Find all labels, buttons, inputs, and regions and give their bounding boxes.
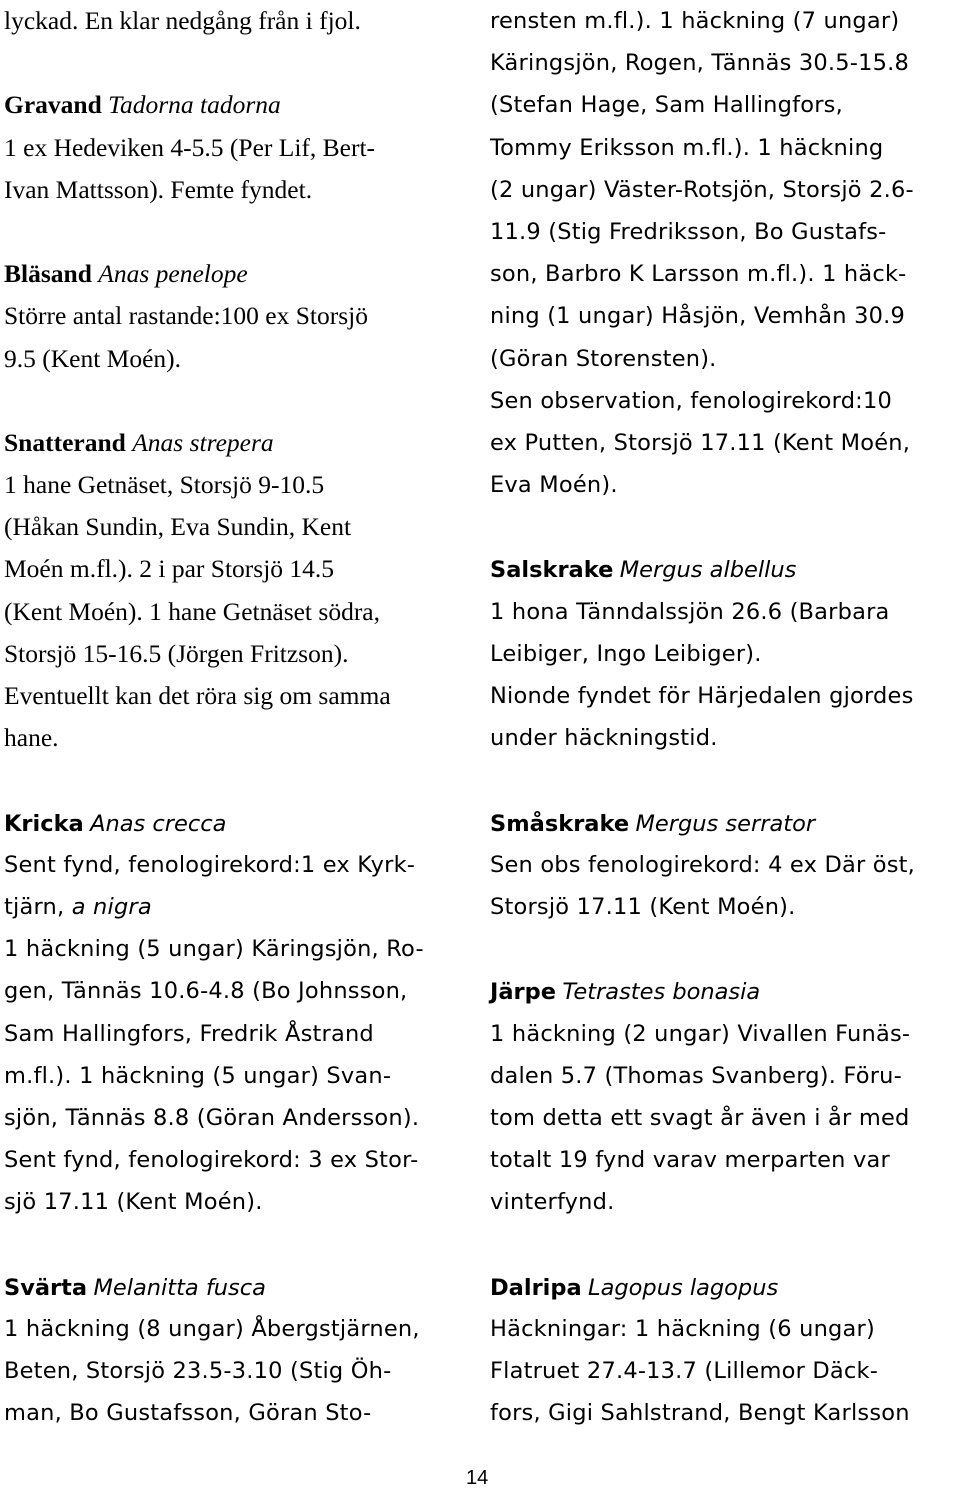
paragraph-gap [4, 759, 466, 801]
species-heading-smaskrake [490, 802, 952, 844]
text-line: Flatruet 27.4-13.7 (Lillemor Däck- [490, 1358, 879, 1384]
text-line: ning (1 ungar) Håsjön, Vemhån 30.9 [490, 303, 905, 330]
text-line: 1 ex Hedeviken 4-5.5 (Per Lif, Bert- [4, 132, 376, 162]
text-line: m.fl.). 1 häckning (5 ungar) Svan- [4, 1062, 392, 1089]
text-line: (Göran Storensten). [490, 345, 717, 372]
text-line: Tommy Eriksson m.fl.). 1 häckning [490, 134, 884, 161]
text-line: rensten m.fl.). 1 häckning (7 ungar) [490, 8, 900, 34]
species-common-name: Dalripa [490, 1274, 582, 1301]
text-line: Sam Hallingfors, Fredrik Åstrand [4, 1020, 374, 1047]
text-line: (Stefan Hage, Sam Hallingfors, [490, 92, 843, 119]
text-line: sjön, Tännäs 8.8 (Göran Andersson). [4, 1104, 420, 1131]
text-line: Eventuellt kan det röra sig om samma [4, 681, 391, 710]
species-common-name: Gravand [4, 90, 102, 120]
paragraph-gap [4, 380, 466, 422]
species-latin-name: Melanitta fusca [93, 1274, 266, 1301]
paragraph-gap [490, 1223, 952, 1265]
species-heading-salskrake [490, 548, 952, 590]
text-line: (Kent Moén). 1 hane Getnäset södra, [4, 596, 381, 626]
text-line: 9.5 (Kent Moén). [4, 343, 182, 373]
text-line: Nionde fyndet för Härjedalen gjordes [490, 683, 914, 709]
text-line: hane. [4, 723, 59, 753]
text-line: 11.9 (Stig Fredriksson, Bo Gustafs- [490, 218, 887, 245]
text-line: Storsjö 15-16.5 (Jörgen Fritzson). [4, 638, 349, 668]
text-line: 1 hona Tänndalssjön 26.6 (Barbara [490, 598, 890, 625]
text-line: 1 häckning (5 ungar) Käringsjön, Ro- [4, 936, 424, 963]
paragraph-gap [490, 928, 952, 970]
text-line: Häckningar: 1 häckning (6 ungar) [490, 1315, 875, 1342]
species-latin-name: Anas strepera [132, 427, 274, 457]
species-common-name: Snatterand [4, 427, 126, 457]
text-line: ex Putten, Storsjö 17.11 (Kent Moén, [490, 429, 911, 456]
text-line: sjö 17.11 (Kent Moén). [4, 1189, 263, 1216]
text-line: fors, Gigi Sahlstrand, Bengt Karlsson [490, 1400, 910, 1427]
species-latin-name: Anas crecca [90, 810, 227, 837]
species-heading-snatterand [4, 422, 466, 464]
right-column [490, 0, 952, 1434]
paragraph-gap [490, 506, 952, 548]
text-line: Leibiger, Ingo Leibiger). [490, 640, 762, 667]
text-line: totalt 19 fynd varav merparten var [490, 1147, 890, 1174]
text-line: Sent fynd, fenologirekord:1 ex Kyrk- [4, 851, 416, 878]
species-latin-name: Lagopus lagopus [588, 1274, 779, 1301]
species-latin-name: Mergus serrator [635, 810, 816, 837]
text-line: gen, Tännäs 10.6-4.8 (Bo Johnsson, [4, 978, 408, 1005]
species-latin-name: Tetrastes bonasia [562, 979, 761, 1006]
text-line: dalen 5.7 (Thomas Svanberg). Föru- [490, 1062, 902, 1089]
text-line: vinterfynd. [490, 1189, 615, 1216]
text-line: 1 häckning (2 ungar) Vivallen Funäs- [490, 1020, 911, 1047]
species-heading-svarta [4, 1266, 466, 1308]
species-common-name: Järpe [490, 979, 557, 1006]
text-line: Eva Moén). [490, 472, 618, 499]
text-line: (2 ungar) Väster-Rotsjön, Storsjö 2.6- [490, 176, 914, 203]
text-line: son, Barbro K Larsson m.fl.). 1 häck- [490, 261, 907, 288]
species-heading-kricka [4, 802, 466, 844]
species-common-name: Svärta [4, 1274, 88, 1301]
text-line: Moén m.fl.). 2 i par Storsjö 14.5 [4, 554, 335, 584]
species-common-name: Kricka [4, 810, 84, 837]
left-column [4, 0, 466, 1434]
text-line: Storsjö 17.11 (Kent Moén). [490, 893, 796, 920]
species-latin-name: Tadorna tadorna [108, 90, 281, 120]
text-line: Sen observation, fenologirekord:10 [490, 387, 892, 414]
text-line: (Håkan Sundin, Eva Sundin, Kent [4, 512, 352, 542]
species-heading-gravand [4, 84, 466, 126]
text-line: Sen obs fenologirekord: 4 ex Där öst, [490, 851, 916, 878]
text-line: 1 hane Getnäset, Storsjö 9-10.5 [4, 470, 325, 500]
text-line: under häckningstid. [490, 725, 718, 752]
text-line: tom detta ett svagt år även i år med [490, 1104, 910, 1131]
page-number: 14 [466, 1467, 489, 1489]
text-line: Sent fynd, fenologirekord: 3 ex Stor- [4, 1147, 419, 1174]
species-common-name: Bläsand [4, 259, 92, 289]
paragraph-gap [4, 42, 466, 84]
species-latin-name: Mergus albellus [619, 557, 797, 584]
text-fragment: tjärn, [4, 893, 72, 920]
text-line: Större antal rastande:100 ex Storsjö [4, 301, 368, 331]
text-line: Beten, Storsjö 23.5-3.10 (Stig Öh- [4, 1358, 392, 1384]
text-line: Käringsjön, Rogen, Tännäs 30.5-15.8 [490, 50, 909, 77]
species-common-name: Salskrake [490, 557, 614, 584]
species-latin-name: Anas penelope [98, 259, 248, 289]
text-line [4, 886, 466, 928]
species-common-name: Småskrake [490, 810, 630, 837]
species-heading-jarpe [490, 970, 952, 1012]
species-heading-blasand [4, 253, 466, 295]
text-line: man, Bo Gustafsson, Göran Sto- [4, 1400, 372, 1427]
paragraph-gap [4, 211, 466, 253]
text-line: lyckad. En klar nedgång från i fjol. [4, 6, 361, 35]
paragraph-gap [490, 759, 952, 801]
text-line: 1 häckning (8 ungar) Åbergstjärnen, [4, 1315, 420, 1342]
species-heading-dalripa [490, 1266, 952, 1308]
text-line: Ivan Mattsson). Femte fyndet. [4, 174, 313, 204]
paragraph-gap [4, 1223, 466, 1265]
italic-fragment: a nigra [71, 893, 152, 920]
